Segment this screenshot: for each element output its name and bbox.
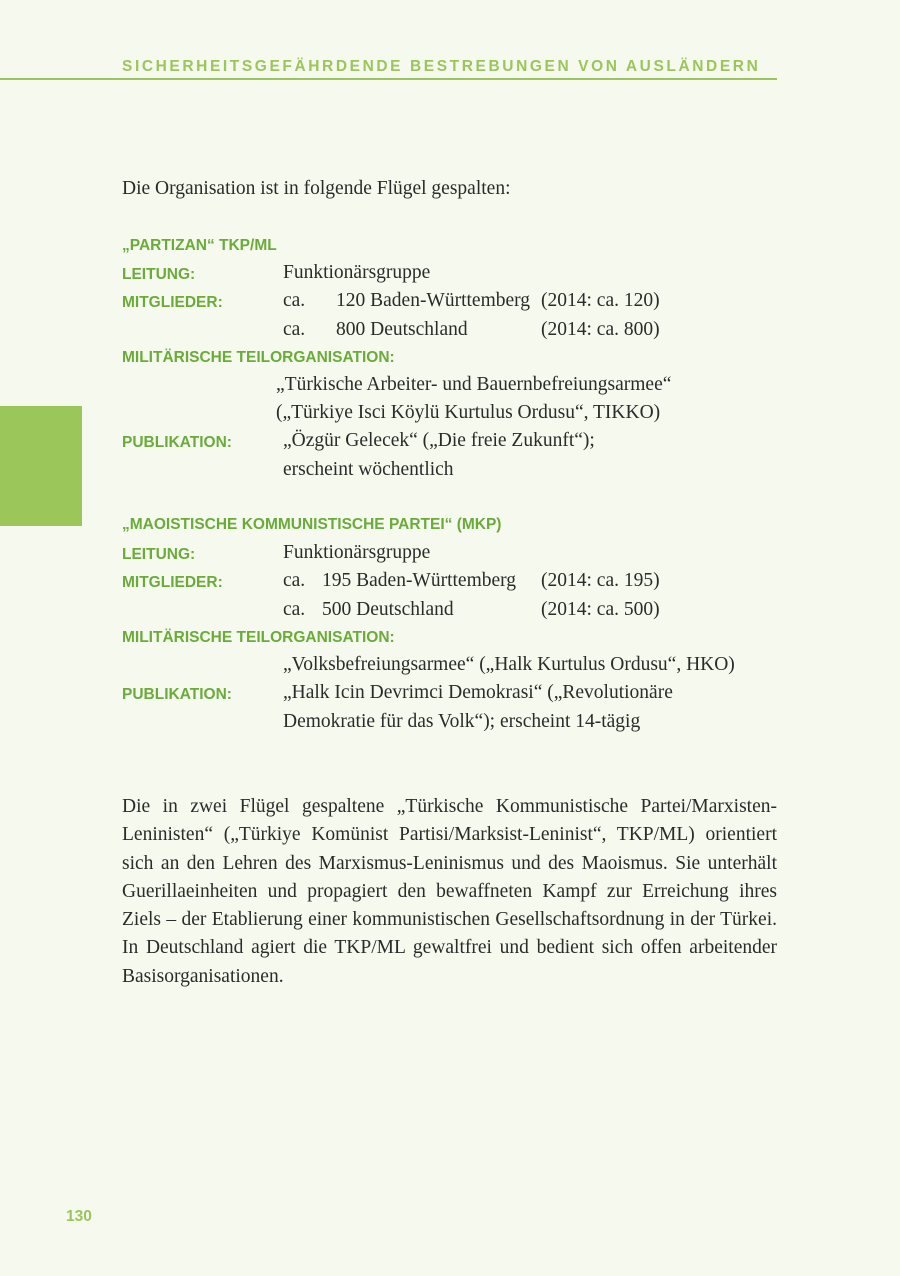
section2-publikation-line: „Halk Icin Devrimci Demokrasi“ („Revolutionäre bbox=[283, 682, 673, 703]
section2-member-prefix: ca. bbox=[283, 570, 306, 591]
section1-member-prev: (2014: ca. 800) bbox=[541, 319, 660, 340]
section2-militaer-label: MILITÄRISCHE TEILORGANISATION: bbox=[122, 629, 395, 646]
section2-leitung-value: Funktionärsgruppe bbox=[283, 542, 431, 563]
section1-leitung-value: Funktionärsgruppe bbox=[283, 262, 431, 283]
section1-militaer-label: MILITÄRISCHE TEILORGANISATION: bbox=[122, 349, 395, 366]
section2-member-prefix: ca. bbox=[283, 599, 306, 620]
section2-member-prev: (2014: ca. 195) bbox=[541, 570, 660, 591]
section1-member-prefix: ca. bbox=[283, 319, 306, 340]
section1-publikation-label: PUBLIKATION: bbox=[122, 434, 232, 451]
section1-title: „PARTIZAN“ TKP/ML bbox=[122, 237, 277, 254]
section2-member-value: 500 Deutschland bbox=[322, 599, 454, 620]
section2-publikation-label: PUBLIKATION: bbox=[122, 686, 232, 703]
page-number: 130 bbox=[66, 1208, 92, 1225]
section1-publikation-line: „Özgür Gelecek“ („Die freie Zukunft“); bbox=[283, 430, 595, 451]
section2-publikation-line: Demokratie für das Volk“); erscheint 14-tägig bbox=[283, 711, 641, 732]
section2-member-value: 195 Baden-Württemberg bbox=[322, 570, 517, 591]
side-tab-marker bbox=[0, 406, 82, 526]
section2-member-prev: (2014: ca. 500) bbox=[541, 599, 660, 620]
running-header: SICHERHEITSGEFÄHRDENDE BESTREBUNGEN VON AUSLÄNDERN bbox=[122, 58, 761, 75]
section1-militaer-line: („Türkiye Isci Köylü Kurtulus Ordusu“, TIKKO) bbox=[276, 402, 661, 423]
section2-leitung-label: LEITUNG: bbox=[122, 546, 196, 563]
body-paragraph: Die in zwei Flügel gespaltene „Türkische Kommunistische Partei/Marxisten-Leninisten“ („Türkiye Komünist Partisi/Marksist-Leninist“, TKP/ML) orientiert sich an den Lehren des Marxismus-Leninismus und des Maoismus. Sie unterhält Guerillaeinheiten und propagiert den bewaffneten Kampf zur Erreichung ihres Ziels – der Etablierung einer kommunistischen Gesellschaftsordnung in der Türkei. In Deutschland agiert die TKP/ML gewaltfrei und bedient sich offen arbeitender Basisorganisationen. bbox=[122, 796, 777, 987]
section2-militaer-line: „Volksbefreiungsarmee“ („Halk Kurtulus Ordusu“, HKO) bbox=[283, 654, 735, 675]
section1-member-prev: (2014: ca. 120) bbox=[541, 290, 660, 311]
section2-title: „MAOISTISCHE KOMMUNISTISCHE PARTEI“ (MKP) bbox=[122, 516, 502, 533]
intro-text: Die Organisation ist in folgende Flügel gespalten: bbox=[122, 178, 511, 199]
section1-leitung-label: LEITUNG: bbox=[122, 266, 196, 283]
header-rule bbox=[0, 78, 777, 80]
section1-militaer-line: „Türkische Arbeiter- und Bauernbefreiungsarmee“ bbox=[276, 374, 672, 395]
section1-member-value: 800 Deutschland bbox=[336, 319, 468, 340]
section1-member-prefix: ca. bbox=[283, 290, 306, 311]
section1-mitglieder-label: MITGLIEDER: bbox=[122, 294, 223, 311]
section1-publikation-line: erscheint wöchentlich bbox=[283, 459, 454, 480]
section2-mitglieder-label: MITGLIEDER: bbox=[122, 574, 223, 591]
section1-member-value: 120 Baden-Württemberg bbox=[336, 290, 531, 311]
